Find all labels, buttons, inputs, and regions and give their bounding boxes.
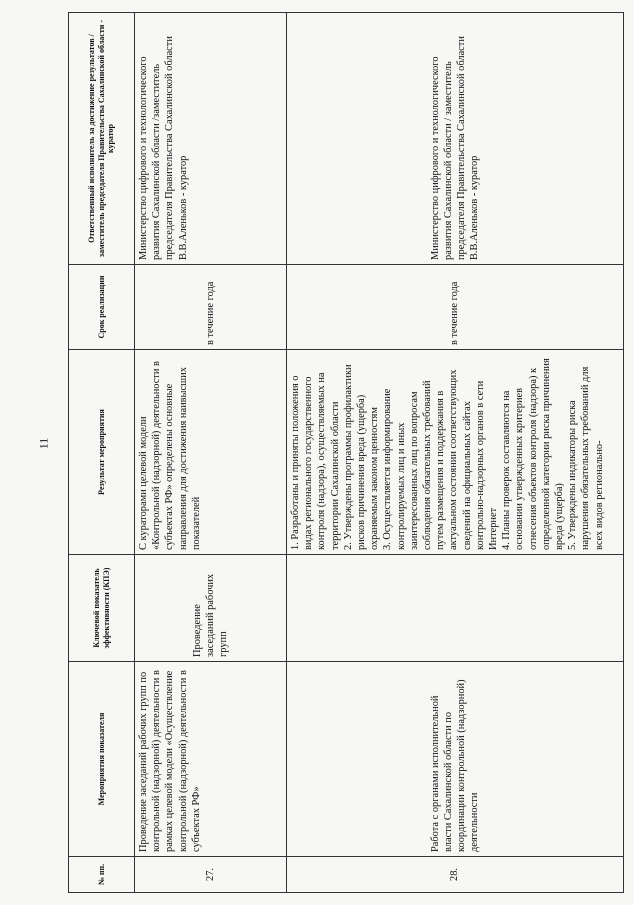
measures-table — [68, 12, 624, 893]
row-27-kpi: Проведение заседаний рабочих групп — [135, 555, 287, 662]
page-number: 11 — [36, 437, 51, 450]
row-28-result-list — [287, 350, 608, 554]
header-kpi: Ключевой показатель эффективности (КПЭ) — [69, 555, 135, 662]
result-item-2: 2. Утверждены программы профилактики рисков причинения вреда (ущерба) охраняемым законом ценностям — [342, 364, 381, 550]
row-28-term: в течение года — [287, 265, 624, 350]
result-item-5: 5. Утверждены индикаторы риска нарушения обязательных требований для всех видов регионально- — [567, 366, 605, 550]
table-row — [135, 13, 287, 893]
rotated-table-container — [68, 13, 623, 893]
row-28-responsible: Министерство цифрового и технологического развития Сахалинской области / заместитель председателя Правительства Сахалинской области В.В.Аленьков - куратор — [287, 13, 624, 265]
row-27-result: С кураторами целевой модели «Контрольной (надзорной) деятельности в субъектах РФ» определены основные направления для достижения наивысших показателей — [135, 350, 287, 555]
result-item-3: 3. Осуществляется информирование контролируемых лиц и иных заинтересованных лиц по вопросам соблюдения обязательных требований путем размещения и поддержания в актуальном состоянии соответствующих сведений на официальных сайтах контрольно-надзорных органов в сети Интернет — [382, 369, 500, 550]
row-28-kpi — [287, 555, 624, 662]
row-28-result — [287, 350, 624, 555]
header-responsible: Ответственный исполнитель за достижение результатов / заместитель председателя Правительства Сахалинской области - куратор — [69, 13, 135, 265]
table-row — [287, 13, 624, 893]
header-num: № пп. — [69, 857, 135, 893]
row-27-term: в течение года — [135, 265, 287, 350]
table-header-row — [69, 13, 135, 893]
header-result: Результат мероприятия — [69, 350, 135, 555]
header-term: Срок реализации — [69, 265, 135, 350]
row-27-num: 27. — [135, 857, 287, 893]
row-27-measures: Проведение заседаний рабочих групп по контрольной (надзорной) деятельности в рамках целевой модели «Осуществление контрольной (надзорной) деятельности в субъектах РФ» — [135, 662, 287, 857]
row-28-measures: Работа с органами исполнительной власти Сахалинской области по координации контрольной (надзорной) деятельности — [287, 662, 624, 857]
row-28-num: 28. — [287, 857, 624, 893]
row-27-responsible: Министерство цифрового и технологического развития Сахалинской области /заместитель председателя Правительства Сахалинской области В.В.Аленьков - куратор — [135, 13, 287, 265]
result-item-4: 4. Планы проверок составляются на основании утвержденных критериев отнесения объектов контроля (надзора) к определенной категории риска причинения вреда (ущерба) — [501, 358, 566, 550]
result-item-1: 1. Разработаны и приняты положения о видах регионального государственного контроля (надзора), осуществляемых на территории Сахалинской области — [290, 372, 341, 550]
header-measures: Мероприятия показателя — [69, 662, 135, 857]
